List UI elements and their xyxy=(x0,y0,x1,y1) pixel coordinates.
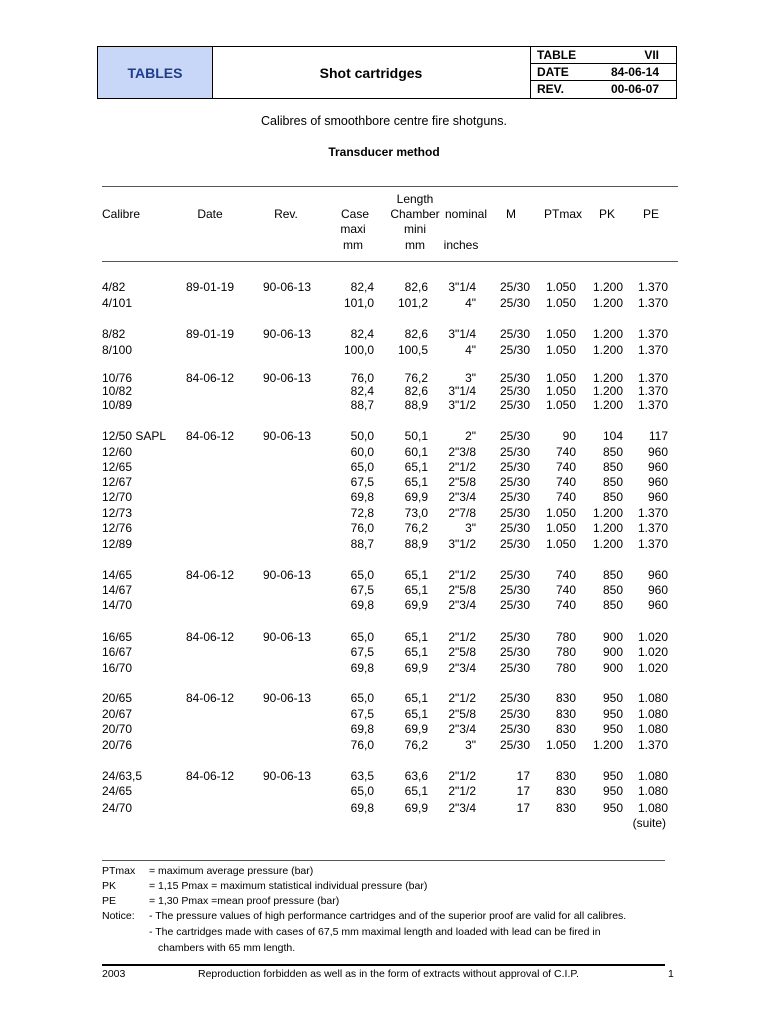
cell-chamber: 82,6 xyxy=(404,327,428,341)
cell-ptmax: 1.050 xyxy=(545,280,576,294)
cell-calibre: 24/70 xyxy=(102,801,133,815)
cell-date: 89-01-19 xyxy=(185,327,235,341)
cell-m: 17 xyxy=(516,784,530,798)
cell-pk: 1.200 xyxy=(592,327,623,341)
cell-pk: 1.200 xyxy=(592,738,623,752)
cell-nominal: 3" xyxy=(465,738,476,752)
note-notice-3: chambers with 65 mm length. xyxy=(158,942,296,954)
cell-ptmax: 1.050 xyxy=(545,738,576,752)
cell-case: 67,5 xyxy=(350,475,374,489)
cell-calibre: 10/82 xyxy=(102,384,133,398)
cell-m: 25/30 xyxy=(499,445,530,459)
cell-calibre: 20/65 xyxy=(102,691,133,705)
cell-ptmax: 830 xyxy=(555,769,576,783)
subtitle: Calibres of smoothbore centre fire shotguns. xyxy=(261,114,507,128)
cell-pe: 1.080 xyxy=(637,769,668,783)
cell-ptmax: 740 xyxy=(555,598,576,612)
cell-pe: 960 xyxy=(647,475,668,489)
cell-pe: 960 xyxy=(647,460,668,474)
cell-chamber: 65,1 xyxy=(404,645,428,659)
cell-nominal: 2"5/8 xyxy=(448,583,476,597)
cell-calibre: 4/82 xyxy=(102,280,126,294)
cell-pe: 1.370 xyxy=(637,384,668,398)
cell-case: 60,0 xyxy=(350,445,374,459)
col-calibre: Calibre xyxy=(102,207,141,221)
cell-chamber: 76,2 xyxy=(404,521,428,535)
cell-pk: 950 xyxy=(602,784,623,798)
cell-pe: 1.370 xyxy=(637,327,668,341)
cell-ptmax: 740 xyxy=(555,490,576,504)
cell-calibre: 12/67 xyxy=(102,475,133,489)
cell-case: 88,7 xyxy=(350,537,374,551)
cell-case: 69,8 xyxy=(350,598,374,612)
note-ptmax-key: PTmax xyxy=(102,865,136,877)
cell-chamber: 101,2 xyxy=(397,296,428,310)
cell-m: 25/30 xyxy=(499,568,530,582)
cell-chamber: 65,1 xyxy=(404,583,428,597)
cell-nominal: 2"1/2 xyxy=(448,568,476,582)
cell-m: 25/30 xyxy=(499,630,530,644)
cell-m: 25/30 xyxy=(499,460,530,474)
col-chamber-1: Chamber xyxy=(390,207,440,221)
col-chamber-2: mini xyxy=(403,222,426,236)
col-chamber-3: mm xyxy=(405,238,425,252)
cell-pe: 960 xyxy=(647,568,668,582)
cell-pk: 850 xyxy=(602,475,623,489)
cell-calibre: 12/70 xyxy=(102,490,133,504)
cell-pk: 850 xyxy=(602,598,623,612)
table-header-rule xyxy=(102,261,678,262)
cell-rev: 90-06-13 xyxy=(262,769,312,783)
cell-ptmax: 1.050 xyxy=(545,521,576,535)
col-case-2: maxi xyxy=(340,222,366,236)
cell-case: 65,0 xyxy=(350,691,374,705)
cell-pe: 1.080 xyxy=(637,784,668,798)
cell-ptmax: 1.050 xyxy=(545,371,576,385)
cell-ptmax: 740 xyxy=(555,460,576,474)
header-box xyxy=(97,46,677,99)
cell-case: 65,0 xyxy=(350,568,374,582)
cell-calibre: 16/65 xyxy=(102,630,133,644)
col-m: M xyxy=(506,207,516,221)
cell-m: 25/30 xyxy=(499,280,530,294)
cell-ptmax: 780 xyxy=(555,630,576,644)
cell-chamber: 69,9 xyxy=(404,598,428,612)
cell-pk: 1.200 xyxy=(592,537,623,551)
note-pk-key: PK xyxy=(102,880,117,892)
cell-rev: 90-06-13 xyxy=(262,568,312,582)
cell-case: 65,0 xyxy=(350,784,374,798)
cell-pe: 117 xyxy=(648,429,668,443)
cell-case: 69,8 xyxy=(350,722,374,736)
cell-ptmax: 740 xyxy=(555,475,576,489)
cell-case: 82,4 xyxy=(350,384,374,398)
cell-calibre: 12/89 xyxy=(102,537,133,551)
footer-page: 1 xyxy=(668,968,674,980)
cell-pe: 1.370 xyxy=(637,280,668,294)
footer-rule xyxy=(102,964,665,966)
cell-m: 25/30 xyxy=(499,707,530,721)
cell-nominal: 2"1/2 xyxy=(448,769,476,783)
cell-pe: 1.370 xyxy=(637,537,668,551)
col-pe: PE xyxy=(642,207,659,221)
cell-pe: 960 xyxy=(647,445,668,459)
header-meta xyxy=(530,47,677,98)
cell-rev: 90-06-13 xyxy=(262,327,312,341)
cell-calibre: 4/101 xyxy=(102,296,133,310)
meta-date-label: DATE xyxy=(537,65,569,79)
note-notice-1: - The pressure values of high performance cartridges and of the superior proof are valid for all calibres. xyxy=(149,910,627,922)
cell-case: 65,0 xyxy=(350,630,374,644)
cell-pe: 960 xyxy=(647,598,668,612)
cell-ptmax: 830 xyxy=(555,784,576,798)
cell-case: 101,0 xyxy=(343,296,374,310)
cell-pk: 950 xyxy=(602,707,623,721)
cell-pk: 1.200 xyxy=(592,521,623,535)
cell-chamber: 88,9 xyxy=(404,537,428,551)
cell-m: 25/30 xyxy=(499,583,530,597)
cell-pe: 1.080 xyxy=(637,722,668,736)
cell-ptmax: 830 xyxy=(555,691,576,705)
cell-pk: 850 xyxy=(602,460,623,474)
cell-chamber: 63,6 xyxy=(404,769,428,783)
cell-nominal: 3"1/4 xyxy=(448,280,476,294)
cell-case: 67,5 xyxy=(350,707,374,721)
cell-ptmax: 740 xyxy=(555,445,576,459)
cell-pe: 1.370 xyxy=(637,343,668,357)
suite-label: (suite) xyxy=(632,816,666,830)
cell-calibre: 20/76 xyxy=(102,738,133,752)
meta-table-label: TABLE xyxy=(537,48,577,62)
cell-pk: 1.200 xyxy=(592,296,623,310)
cell-pk: 104 xyxy=(602,429,623,443)
cell-case: 76,0 xyxy=(350,738,374,752)
cell-pk: 1.200 xyxy=(592,371,623,385)
cell-m: 17 xyxy=(516,801,530,815)
cell-pk: 850 xyxy=(602,490,623,504)
cell-rev: 90-06-13 xyxy=(262,630,312,644)
cell-chamber: 73,0 xyxy=(404,506,428,520)
cell-chamber: 69,9 xyxy=(404,661,428,675)
cell-m: 25/30 xyxy=(499,398,530,412)
cell-nominal: 2"3/4 xyxy=(448,801,476,815)
cell-m: 25/30 xyxy=(499,429,530,443)
method-heading: Transducer method xyxy=(328,145,440,159)
cell-chamber: 88,9 xyxy=(404,398,428,412)
cell-m: 25/30 xyxy=(499,506,530,520)
cell-calibre: 12/73 xyxy=(102,506,133,520)
cell-m: 25/30 xyxy=(499,722,530,736)
cell-m: 25/30 xyxy=(499,537,530,551)
cell-ptmax: 830 xyxy=(555,722,576,736)
cell-pe: 1.080 xyxy=(637,707,668,721)
cell-calibre: 8/82 xyxy=(102,327,126,341)
cell-pe: 960 xyxy=(647,583,668,597)
cell-ptmax: 1.050 xyxy=(545,296,576,310)
meta-rev-label: REV. xyxy=(537,82,564,96)
cell-case: 50,0 xyxy=(350,429,374,443)
cell-case: 76,0 xyxy=(350,521,374,535)
cell-m: 25/30 xyxy=(499,296,530,310)
cell-pk: 950 xyxy=(602,769,623,783)
cell-calibre: 14/70 xyxy=(102,598,133,612)
cell-nominal: 2"3/4 xyxy=(448,490,476,504)
col-ptmax: PTmax xyxy=(543,207,582,221)
cell-nominal: 2"3/4 xyxy=(448,661,476,675)
cell-pe: 1.370 xyxy=(637,738,668,752)
cell-chamber: 65,1 xyxy=(404,568,428,582)
cell-chamber: 65,1 xyxy=(404,784,428,798)
cell-case: 82,4 xyxy=(350,327,374,341)
cell-m: 25/30 xyxy=(499,384,530,398)
cell-ptmax: 1.050 xyxy=(545,384,576,398)
cell-case: 69,8 xyxy=(350,801,374,815)
page-title: Shot cartridges xyxy=(319,64,423,81)
cell-date: 84-06-12 xyxy=(185,769,235,783)
cell-case: 82,4 xyxy=(350,280,374,294)
footer-year: 2003 xyxy=(102,968,126,980)
cell-chamber: 82,6 xyxy=(404,280,428,294)
cell-date: 84-06-12 xyxy=(185,630,235,644)
cell-case: 65,0 xyxy=(350,460,374,474)
cell-pk: 950 xyxy=(602,691,623,705)
cell-nominal: 4" xyxy=(465,296,476,310)
cell-chamber: 65,1 xyxy=(404,691,428,705)
cell-nominal: 3"1/2 xyxy=(448,537,476,551)
cell-date: 84-06-12 xyxy=(185,568,235,582)
cell-calibre: 12/50 SAPL xyxy=(102,429,167,443)
cell-rev: 90-06-13 xyxy=(262,691,312,705)
note-pe-key: PE xyxy=(102,895,117,907)
cell-m: 25/30 xyxy=(499,691,530,705)
cell-date: 84-06-12 xyxy=(185,429,235,443)
meta-rev-row xyxy=(531,81,677,98)
cell-pe: 1.370 xyxy=(637,371,668,385)
cell-pk: 1.200 xyxy=(592,398,623,412)
cell-calibre: 16/70 xyxy=(102,661,133,675)
cell-pk: 1.200 xyxy=(592,343,623,357)
cell-case: 69,8 xyxy=(350,661,374,675)
cell-nominal: 2" xyxy=(465,429,476,443)
cell-case: 69,8 xyxy=(350,490,374,504)
meta-table-value: VII xyxy=(644,48,659,62)
cell-case: 76,0 xyxy=(350,371,374,385)
cell-m: 25/30 xyxy=(499,475,530,489)
cell-m: 25/30 xyxy=(499,521,530,535)
cell-nominal: 3"1/2 xyxy=(448,398,476,412)
cell-chamber: 69,9 xyxy=(404,801,428,815)
cell-ptmax: 1.050 xyxy=(545,537,576,551)
cell-chamber: 50,1 xyxy=(404,429,428,443)
cell-nominal: 3"1/4 xyxy=(448,327,476,341)
cell-pk: 950 xyxy=(602,722,623,736)
col-nominal-2: inches xyxy=(443,238,479,252)
cell-calibre: 12/65 xyxy=(102,460,133,474)
cell-calibre: 16/67 xyxy=(102,645,133,659)
cell-date: 84-06-12 xyxy=(185,371,235,385)
cell-chamber: 69,9 xyxy=(404,490,428,504)
cell-nominal: 2"5/8 xyxy=(448,707,476,721)
cell-calibre: 10/89 xyxy=(102,398,133,412)
cell-case: 67,5 xyxy=(350,645,374,659)
meta-date-value: 84-06-14 xyxy=(610,65,659,79)
col-case-3: mm xyxy=(343,238,363,252)
cell-pk: 1.200 xyxy=(592,506,623,520)
cell-pe: 1.370 xyxy=(637,398,668,412)
cell-case: 67,5 xyxy=(350,583,374,597)
note-pe-val: = 1,30 Pmax =mean proof pressure (bar) xyxy=(149,895,340,907)
cell-pk: 1.200 xyxy=(592,384,623,398)
cell-pk: 850 xyxy=(602,568,623,582)
note-pk-val: = 1,15 Pmax = maximum statistical individual pressure (bar) xyxy=(149,880,428,892)
cell-calibre: 8/100 xyxy=(102,343,133,357)
cell-calibre: 24/63,5 xyxy=(102,769,143,783)
cell-m: 25/30 xyxy=(499,490,530,504)
cell-m: 25/30 xyxy=(499,598,530,612)
cell-pk: 850 xyxy=(602,445,623,459)
cell-rev: 90-06-13 xyxy=(262,280,312,294)
cell-case: 88,7 xyxy=(350,398,374,412)
notes-rule xyxy=(102,860,665,861)
cell-case: 72,8 xyxy=(350,506,374,520)
cell-ptmax: 740 xyxy=(555,568,576,582)
cell-chamber: 65,1 xyxy=(404,475,428,489)
cell-nominal: 2"1/2 xyxy=(448,460,476,474)
cell-m: 25/30 xyxy=(499,327,530,341)
cell-nominal: 2"1/2 xyxy=(448,784,476,798)
col-date: Date xyxy=(197,207,223,221)
cell-m: 25/30 xyxy=(499,645,530,659)
cell-nominal: 2"5/8 xyxy=(448,475,476,489)
cell-ptmax: 1.050 xyxy=(545,327,576,341)
cell-ptmax: 1.050 xyxy=(545,506,576,520)
cell-m: 17 xyxy=(516,769,530,783)
cell-pe: 1.020 xyxy=(637,645,668,659)
cell-calibre: 20/67 xyxy=(102,707,133,721)
cell-pe: 1.020 xyxy=(637,630,668,644)
cell-date: 84-06-12 xyxy=(185,691,235,705)
cell-case: 63,5 xyxy=(350,769,374,783)
table-top-rule xyxy=(102,186,678,187)
col-case-1: Case xyxy=(340,207,369,221)
cell-chamber: 76,2 xyxy=(404,371,428,385)
cell-chamber: 100,5 xyxy=(397,343,428,357)
cell-nominal: 4" xyxy=(465,343,476,357)
cell-calibre: 10/76 xyxy=(102,371,133,385)
cell-calibre: 14/67 xyxy=(102,583,133,597)
cell-ptmax: 830 xyxy=(555,801,576,815)
cell-calibre: 24/65 xyxy=(102,784,133,798)
cell-rev: 90-06-13 xyxy=(262,371,312,385)
cell-chamber: 76,2 xyxy=(404,738,428,752)
cell-chamber: 65,1 xyxy=(404,707,428,721)
cell-ptmax: 1.050 xyxy=(545,398,576,412)
cell-pe: 960 xyxy=(647,490,668,504)
cell-pe: 1.370 xyxy=(637,296,668,310)
cell-pk: 900 xyxy=(602,661,623,675)
cell-nominal: 2"1/2 xyxy=(448,691,476,705)
cell-chamber: 69,9 xyxy=(404,722,428,736)
cell-chamber: 82,6 xyxy=(404,384,428,398)
cell-nominal: 2"3/4 xyxy=(448,598,476,612)
col-pk: PK xyxy=(598,207,615,221)
meta-date-row xyxy=(531,64,677,81)
col-length: Length xyxy=(396,192,434,206)
cell-pk: 900 xyxy=(602,645,623,659)
cell-calibre: 20/70 xyxy=(102,722,133,736)
cell-ptmax: 830 xyxy=(555,707,576,721)
cell-m: 25/30 xyxy=(499,738,530,752)
cell-pk: 850 xyxy=(602,583,623,597)
cell-pe: 1.080 xyxy=(637,691,668,705)
cell-pk: 900 xyxy=(602,630,623,644)
cell-case: 100,0 xyxy=(343,343,374,357)
cell-nominal: 3" xyxy=(465,371,476,385)
cell-nominal: 2"3/8 xyxy=(448,445,476,459)
cell-calibre: 14/65 xyxy=(102,568,133,582)
cell-ptmax: 780 xyxy=(555,661,576,675)
cell-chamber: 60,1 xyxy=(404,445,428,459)
section-label: TABLES xyxy=(98,47,213,98)
cell-pe: 1.370 xyxy=(637,521,668,535)
cell-calibre: 12/60 xyxy=(102,445,133,459)
cell-nominal: 2"5/8 xyxy=(448,645,476,659)
note-notice-2: - The cartridges made with cases of 67,5 mm maximal length and loaded with lead can be fired in xyxy=(149,926,601,938)
col-rev: Rev. xyxy=(274,207,298,221)
note-ptmax-val: = maximum average pressure (bar) xyxy=(149,865,314,877)
cell-nominal: 2"1/2 xyxy=(448,630,476,644)
cell-ptmax: 740 xyxy=(555,583,576,597)
cell-nominal: 2"3/4 xyxy=(448,722,476,736)
cell-ptmax: 780 xyxy=(555,645,576,659)
cell-nominal: 3" xyxy=(465,521,476,535)
col-nominal-1: nominal xyxy=(444,207,488,221)
cell-rev: 90-06-13 xyxy=(262,429,312,443)
cell-m: 25/30 xyxy=(499,661,530,675)
cell-pe: 1.370 xyxy=(637,506,668,520)
cell-chamber: 65,1 xyxy=(404,630,428,644)
footer-text: Reproduction forbidden as well as in the form of extracts without approval of C.I.P. xyxy=(198,968,579,980)
cell-nominal: 2"7/8 xyxy=(448,506,476,520)
cell-nominal: 3"1/4 xyxy=(448,384,476,398)
cell-m: 25/30 xyxy=(499,371,530,385)
cell-m: 25/30 xyxy=(499,343,530,357)
cell-pe: 1.080 xyxy=(637,801,668,815)
cell-pe: 1.020 xyxy=(637,661,668,675)
cell-date: 89-01-19 xyxy=(185,280,235,294)
cell-ptmax: 90 xyxy=(562,429,576,443)
cell-ptmax: 1.050 xyxy=(545,343,576,357)
cell-chamber: 65,1 xyxy=(404,460,428,474)
cell-pk: 950 xyxy=(602,801,623,815)
meta-rev-value: 00-06-07 xyxy=(610,82,659,96)
meta-table-row xyxy=(531,47,677,64)
cell-calibre: 12/76 xyxy=(102,521,133,535)
note-notice-key: Notice: xyxy=(102,910,135,922)
cell-pk: 1.200 xyxy=(592,280,623,294)
